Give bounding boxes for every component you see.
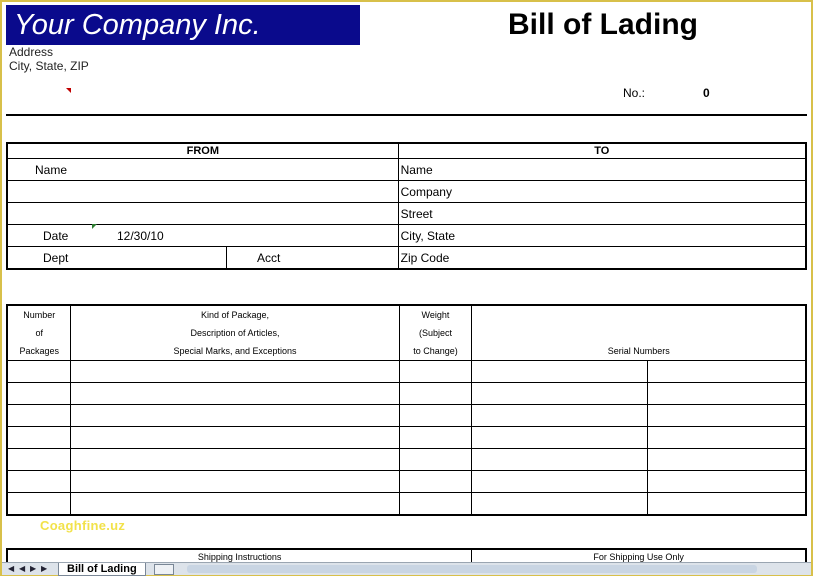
table-row <box>7 405 806 427</box>
document-title: Bill of Lading <box>508 8 698 41</box>
date-value: 12/30/10 <box>117 228 164 243</box>
packages-column-header: Number of Packages <box>7 305 71 361</box>
date-label: Date <box>43 228 69 243</box>
horizontal-scrollbar[interactable] <box>187 565 757 573</box>
company-name-banner: Your Company Inc. <box>6 5 360 45</box>
table-row <box>7 493 806 516</box>
number-value: 0 <box>703 86 710 100</box>
table-row <box>7 427 806 449</box>
to-city-state-label[interactable]: City, State <box>398 225 806 247</box>
to-name-label[interactable]: Name <box>398 159 806 181</box>
to-company-label[interactable]: Company <box>398 181 806 203</box>
address-line: Address <box>9 45 54 59</box>
new-sheet-icon[interactable] <box>154 564 174 575</box>
weight-column-header: Weight (Subject to Change) <box>399 305 472 361</box>
from-blank-row-2[interactable] <box>7 203 398 225</box>
items-table <box>6 304 807 516</box>
number-label: No.: <box>623 86 646 100</box>
from-blank-row[interactable] <box>7 181 398 203</box>
table-row <box>7 361 806 383</box>
from-date-cell[interactable] <box>7 225 398 247</box>
tab-bill-of-lading[interactable]: Bill of Lading <box>58 563 146 576</box>
description-column-header: Kind of Package, Description of Articles, Special Marks, and Exceptions <box>71 305 399 361</box>
first-sheet-icon[interactable]: ◀ <box>8 564 15 573</box>
header-divider <box>6 114 807 116</box>
cell-indicator <box>92 224 97 229</box>
from-heading: FROM <box>7 143 398 159</box>
table-row <box>7 471 806 493</box>
to-street-label[interactable]: Street <box>398 203 806 225</box>
serial-numbers-header: Serial Numbers <box>472 305 806 361</box>
table-row <box>7 383 806 405</box>
acct-label[interactable]: Acct <box>226 247 398 270</box>
to-zip-label[interactable]: Zip Code <box>400 250 450 265</box>
watermark-text: Coaghfine.uz <box>40 518 126 533</box>
last-sheet-icon[interactable]: ▶ <box>41 564 48 573</box>
city-state-zip-line: City, State, ZIP <box>9 59 89 73</box>
sheet-tab-bar <box>2 562 811 575</box>
shipping-instructions-header: Shipping Instructions <box>7 549 472 564</box>
shipping-use-header: For Shipping Use Only <box>593 552 684 562</box>
to-heading: TO <box>398 143 806 159</box>
comment-indicator <box>66 88 71 93</box>
from-name-label[interactable]: Name <box>7 159 398 181</box>
from-to-table <box>6 142 807 270</box>
prev-sheet-icon[interactable]: ◀ <box>19 564 26 573</box>
next-sheet-icon[interactable]: ▶ <box>30 564 37 573</box>
dept-label[interactable]: Dept <box>7 247 226 270</box>
table-row <box>7 449 806 471</box>
